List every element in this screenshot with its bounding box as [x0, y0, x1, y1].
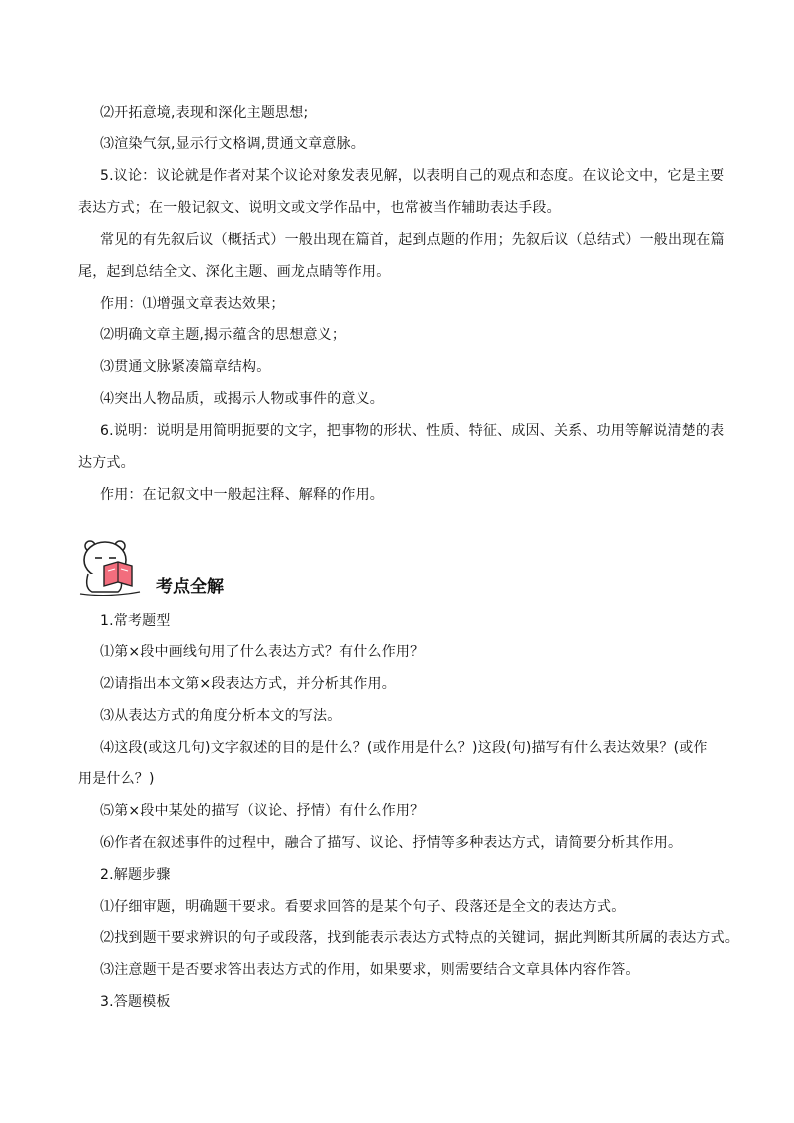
text-line: 作用：在记叙文中一般起注释、解释的作用。 — [100, 487, 384, 503]
text-line: 作用：⑴增强文章表达效果； — [100, 296, 285, 312]
text-line: ⑵开拓意境,表现和深化主题思想; — [100, 105, 309, 121]
text-line: ⑶从表达方式的角度分析本文的写法。 — [100, 708, 342, 724]
text-line: 尾，起到总结全文、深化主题、画龙点睛等作用。 — [78, 264, 391, 280]
text-line: 6.说明：说明是用简明扼要的文字，把事物的形状、性质、特征、成因、关系、功用等解说清楚的表 — [100, 423, 725, 439]
text-line: ⑸第×段中某处的描写（议论、抒情）有什么作用？ — [100, 803, 425, 819]
text-line: ⑵找到题干要求辨识的句子或段落，找到能表示表达方式特点的关键词，据此判断其所属的表达方式。 — [100, 930, 739, 946]
text-line: 用是什么？) — [78, 771, 155, 787]
text-line: ⑴第×段中画线句用了什么表达方式？有什么作用？ — [100, 644, 425, 660]
text-line: ⑶渲染气氛,显示行文格调,贯通文章意脉。 — [100, 136, 365, 152]
section-header — [78, 536, 238, 596]
text-line: 表达方式；在一般记叙文、说明文或文学作品中，也常被当作辅助表达手段。 — [78, 200, 561, 216]
text-line: 2.解题步骤 — [100, 867, 171, 883]
reading-bear-icon — [78, 536, 148, 596]
text-line: ⑴仔细审题，明确题干要求。看要求回答的是某个句子、段落还是全文的表达方式。 — [100, 899, 626, 915]
text-line: ⑵明确文章主题,揭示蕴含的思想意义； — [100, 327, 347, 343]
text-line: ⑷这段(或这几句)文字叙述的目的是什么？(或作用是什么？)这段(句)描写有什么表达效果？(或作 — [100, 740, 708, 756]
text-line: 达方式。 — [78, 455, 135, 471]
text-line: 3.答题模板 — [100, 994, 171, 1010]
text-line: ⑶注意题干是否要求答出表达方式的作用，如果要求，则需要结合文章具体内容作答。 — [100, 962, 640, 978]
text-line: 1.常考题型 — [100, 613, 171, 629]
text-line: 5.议论：议论就是作者对某个议论对象发表见解，以表明自己的观点和态度。在议论文中，它是主要 — [100, 168, 725, 184]
text-line: ⑵请指出本文第×段表达方式，并分析其作用。 — [100, 676, 396, 692]
text-line: ⑶贯通文脉紧凑篇章结构。 — [100, 359, 271, 375]
text-line: 常见的有先叙后议（概括式）一般出现在篇首，起到点题的作用；先叙后议（总结式）一般出现在篇 — [100, 232, 725, 248]
section-title: 考点全解 — [156, 577, 224, 597]
text-line: ⑹作者在叙述事件的过程中，融合了描写、议论、抒情等多种表达方式，请简要分析其作用。 — [100, 835, 683, 851]
text-line: ⑷突出人物品质，或揭示人物或事件的意义。 — [100, 391, 384, 407]
